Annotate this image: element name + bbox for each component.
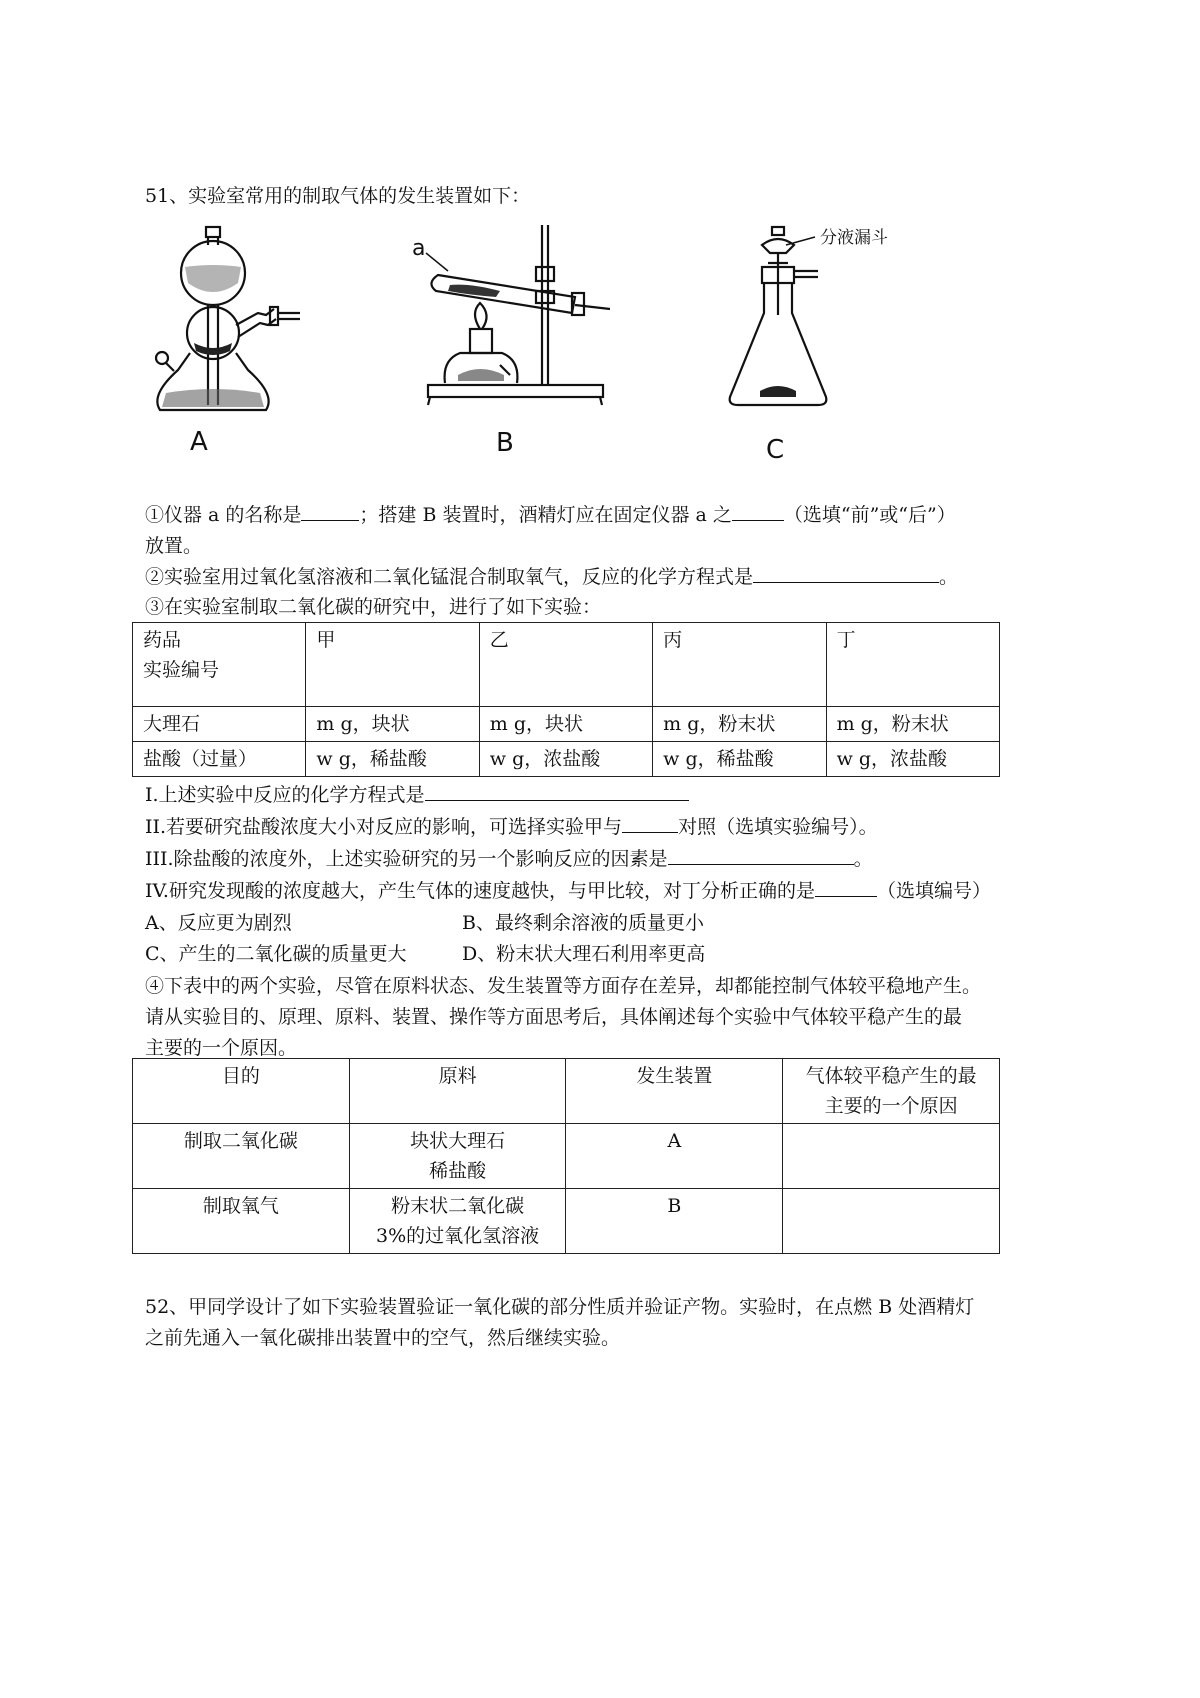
- answer-blank-other-factor[interactable]: [668, 846, 854, 865]
- device-cell: A: [566, 1124, 783, 1189]
- table-header-row: [133, 623, 1000, 707]
- label-separating-funnel: 分液漏斗: [820, 228, 888, 248]
- item1-text-1: ①仪器 a 的名称是: [145, 504, 302, 526]
- reason-answer-cell[interactable]: [783, 1189, 1000, 1254]
- q52-line1: 52、甲同学设计了如下实验装置验证一氧化碳的部分性质并验证产物。实验时，在点燃 B 处酒精灯: [145, 1296, 975, 1318]
- material-cell: [349, 1124, 566, 1189]
- sub3-text-1: III.除盐酸的浓度外，上述实验研究的另一个影响反应的因素是: [145, 848, 668, 870]
- option-c: C、产生的二氧化碳的质量更大: [145, 943, 407, 965]
- col-header-yi: 乙: [479, 623, 652, 707]
- table-cell: m g，块状: [479, 707, 652, 742]
- item2-text-2: 。: [939, 566, 959, 588]
- col-header-bing: 丙: [653, 623, 826, 707]
- apparatus-c-diagram: [720, 225, 930, 485]
- material-line: 粉末状二氧化碳: [391, 1195, 525, 1217]
- q51-sub3: [145, 846, 873, 872]
- header-reason-line1: 气体较平稳产生的最: [805, 1065, 977, 1087]
- col-header-ding: 丁: [826, 623, 999, 707]
- row-label-hcl: 盐酸（过量）: [133, 742, 306, 777]
- q51-item2: [145, 564, 958, 590]
- header-material: 原料: [349, 1059, 566, 1124]
- gas-stability-table: [132, 1058, 1000, 1254]
- device-cell: B: [566, 1189, 783, 1254]
- q51-sub2: [145, 814, 878, 840]
- answer-blank-experiment-no[interactable]: [622, 814, 678, 833]
- apparatus-b-diagram: [400, 225, 640, 485]
- table-cell: w g，稀盐酸: [306, 742, 479, 777]
- sub1-text: I.上述实验中反应的化学方程式是: [145, 784, 425, 806]
- label-b: B: [496, 428, 514, 458]
- sub2-text-1: II.若要研究盐酸浓度大小对反应的影响，可选择实验甲与: [145, 816, 623, 838]
- q51-sub1: [145, 782, 689, 808]
- table-row: [133, 1189, 1000, 1254]
- q51-item4-line3: 主要的一个原因。: [145, 1037, 298, 1059]
- header-reason: [783, 1059, 1000, 1124]
- label-instrument-a: a: [412, 236, 426, 261]
- item2-text-1: ②实验室用过氧化氢溶液和二氧化锰混合制取氧气，反应的化学方程式是: [145, 566, 754, 588]
- q51-sub4: [145, 878, 991, 904]
- table-cell: m g，粉末状: [653, 707, 826, 742]
- col-header-jia: 甲: [306, 623, 479, 707]
- purpose-cell: 制取氧气: [133, 1189, 350, 1254]
- material-cell: [349, 1189, 566, 1254]
- header-device: 发生装置: [566, 1059, 783, 1124]
- table-cell: w g，浓盐酸: [826, 742, 999, 777]
- table-corner-cell: [133, 623, 306, 707]
- q52-line2: 之前先通入一氧化碳排出装置中的空气，然后继续实验。: [145, 1327, 621, 1349]
- answer-blank-oxygen-equation[interactable]: [753, 564, 939, 583]
- sub2-text-2: 对照（选填实验编号）。: [678, 816, 878, 838]
- table-cell: w g，稀盐酸: [653, 742, 826, 777]
- q51-item1: [145, 502, 956, 528]
- q51-item4-line2: 请从实验目的、原理、原料、装置、操作等方面思考后，具体阐述每个实验中气体较平稳产生的最: [145, 1006, 963, 1028]
- table-cell: m g，粉末状: [826, 707, 999, 742]
- reason-answer-cell[interactable]: [783, 1124, 1000, 1189]
- answer-blank-co2-equation[interactable]: [425, 782, 689, 801]
- corner-label-experiment-no: 实验编号: [143, 659, 220, 681]
- sub4-text-1: IV.研究发现酸的浓度越大，产生气体的速度越快，与甲比较，对丁分析正确的是: [145, 880, 815, 902]
- table-cell: w g，浓盐酸: [479, 742, 652, 777]
- material-line: 块状大理石: [410, 1130, 506, 1152]
- apparatus-figure: [140, 225, 1000, 485]
- option-b: B、最终剩余溶液的质量更小: [462, 912, 704, 934]
- answer-blank-option[interactable]: [815, 878, 877, 897]
- header-purpose: 目的: [133, 1059, 350, 1124]
- answer-blank-before-after[interactable]: [732, 502, 784, 521]
- q51-item4-line1: ④下表中的两个实验，尽管在原料状态、发生装置等方面存在差异，却都能控制气体较平稳地产生。: [145, 975, 982, 997]
- table-row: [133, 1124, 1000, 1189]
- answer-blank-instrument-name[interactable]: [301, 502, 359, 521]
- apparatus-a-diagram: [140, 225, 330, 485]
- q51-item1-line2: 放置。: [145, 535, 203, 557]
- sub3-text-2: 。: [853, 848, 873, 870]
- item1-text-2: ；搭建 B 装置时，酒精灯应在固定仪器 a 之: [359, 504, 732, 526]
- table-cell: m g，块状: [306, 707, 479, 742]
- table-header-row: [133, 1059, 1000, 1124]
- item1-text-3: （选填“前”或“后”）: [783, 504, 956, 526]
- label-c: C: [766, 435, 785, 465]
- label-a: A: [190, 427, 208, 457]
- option-d: D、粉末状大理石利用率更高: [462, 943, 706, 965]
- row-label-marble: 大理石: [133, 707, 306, 742]
- sub4-text-2: （选填编号）: [876, 880, 991, 902]
- header-reason-line2: 主要的一个原因: [824, 1095, 958, 1117]
- experiment-table: [132, 622, 1000, 777]
- q51-item3: ③在实验室制取二氧化碳的研究中，进行了如下实验：: [145, 596, 602, 618]
- table-row: [133, 742, 1000, 777]
- material-line: 稀盐酸: [429, 1160, 487, 1182]
- corner-label-reagent: 药品: [143, 629, 182, 651]
- option-a: A、反应更为剧烈: [145, 912, 292, 934]
- q51-intro: 51、实验室常用的制取气体的发生装置如下：: [145, 185, 531, 207]
- table-row: [133, 707, 1000, 742]
- purpose-cell: 制取二氧化碳: [133, 1124, 350, 1189]
- material-line: 3%的过氧化氢溶液: [376, 1225, 540, 1247]
